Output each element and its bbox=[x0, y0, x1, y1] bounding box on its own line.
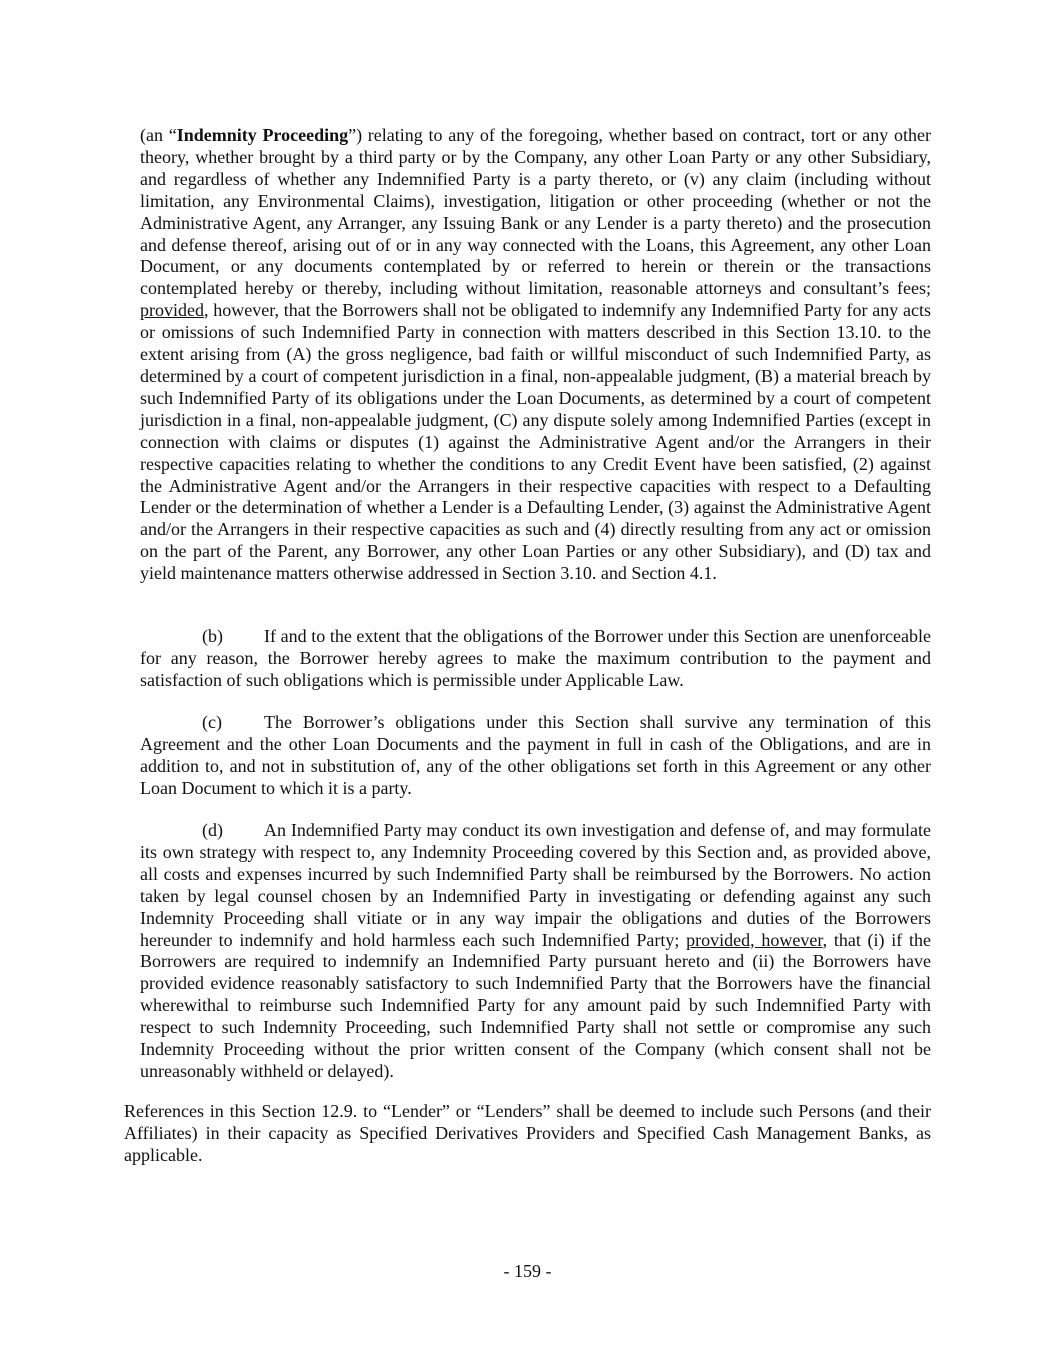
paragraph-indemnity-proceeding bbox=[140, 125, 931, 585]
text-span: (an “ bbox=[140, 125, 177, 145]
paragraph-references bbox=[124, 1101, 931, 1167]
clause-label: (b) bbox=[202, 626, 223, 646]
paragraph-c bbox=[140, 712, 931, 800]
clause-label: (d) bbox=[202, 820, 223, 840]
text-span: , however, that the Borrowers shall not be obligated to indemnify any Indemnified Party for any acts or omissions of such Indemnified Party in connection with matters described in this Section 13.10. to the extent arising from (A) the gross negligence, bad faith or willful misconduct of such Indemnified Party, as determined by a court of competent jurisdiction in a final, non-appealable judgment, (B) a material breach by such Indemnified Party of its obligations under the Loan Documents, as determined by a court of competent jurisdiction in a final, non-appealable judgment, (C) any dispute solely among Indemnified Parties (except in connection with claims or disputes (1) against the Administrative Agent and/or the Arrangers in their respective capacities relating to whether the conditions to any Credit Event have been satisfied, (2) against the Administrative Agent and/or the Arrangers in their respective capacities with respect to a Defaulting Lender or the determination of whether a Lender is a Defaulting Lender, (3) against the Administrative Agent and/or the Arrangers in their respective capacities as such and (4) directly resulting from any act or omission on the part of the Parent, any Borrower, any other Loan Parties or any other Subsidiary), and (D) tax and yield maintenance matters otherwise addressed in Section 3.10. and Section 4.1. bbox=[140, 300, 931, 584]
text-span: If and to the extent that the obligations of the Borrower under this Section are unenforceable for any reason, the Borrower hereby agrees to make the maximum contribution to the payment and satisfaction of such obligations which is permissible under Applicable Law. bbox=[140, 626, 931, 690]
underlined-term: provided, however bbox=[686, 929, 823, 950]
paragraph-d bbox=[140, 820, 931, 1083]
text-span: The Borrower’s obligations under this Section shall survive any termination of this Agreement and the other Loan Documents and the payment in full in cash of the Obligations, and are in addition to, and not in substitution of, any of the other obligations set forth in this Agreement or any other Loan Document to which it is a party. bbox=[140, 712, 931, 798]
defined-term: Indemnity Proceeding bbox=[176, 125, 349, 145]
text-span: , that (i) if the Borrowers are required to indemnify an Indemnified Party pursuant hereto and (ii) the Borrowers have provided evidence reasonably satisfactory to such Indemnified Party that the Borrowers have the financial wherewithal to reimburse such Indemnified Party for any amount paid by such Indemnified Party with respect to such Indemnity Proceeding, such Indemnified Party shall not settle or compromise any such Indemnity Proceeding without the prior written consent of the Company (which consent shall not be unreasonably withheld or delayed). bbox=[140, 929, 931, 1081]
text-span: An Indemnified Party may conduct its own investigation and defense of, and may formulate its own strategy with respect to, any Indemnity Proceeding covered by this Section and, as provided above, all costs and expenses incurred by such Indemnified Party shall be reimbursed by the Borrowers. No action taken by legal counsel chosen by an Indemnified Party in investigating or defending against any such Indemnity Proceeding shall vitiate or in any way impair the obligations and duties of the Borrowers hereunder to indemnify and hold harmless each such Indemnified Party; bbox=[140, 820, 931, 950]
paragraph-b bbox=[140, 626, 931, 692]
text-span: References in this Section 12.9. to “Lender” or “Lenders” shall be deemed to include such Persons (and their Affiliates) in their capacity as Specified Derivatives Providers and Specified Cash Management Banks, as applicable. bbox=[124, 1101, 931, 1165]
clause-label: (c) bbox=[202, 712, 222, 732]
page-number: - 159 - bbox=[503, 1261, 552, 1281]
text-span: ”) relating to any of the foregoing, whether based on contract, tort or any other theory, whether brought by a third party or by the Company, any other Loan Party or any other Subsidiary, and regardless of whether any Indemnified Party is a party thereto, or (v) any claim (including without limitation, any Environmental Claims), investigation, litigation or other proceeding (whether or not the Administrative Agent, any Arranger, any Issuing Bank or any Lender is a party thereto) and the prosecution and defense thereof, arising out of or in any way connected with the Loans, this Agreement, any other Loan Document, or any documents contemplated by or referred to herein or therein or the transactions contemplated hereby or thereby, including without limitation, reasonable attorneys and consultant’s fees; bbox=[140, 125, 931, 299]
underlined-term: provided bbox=[140, 300, 204, 321]
